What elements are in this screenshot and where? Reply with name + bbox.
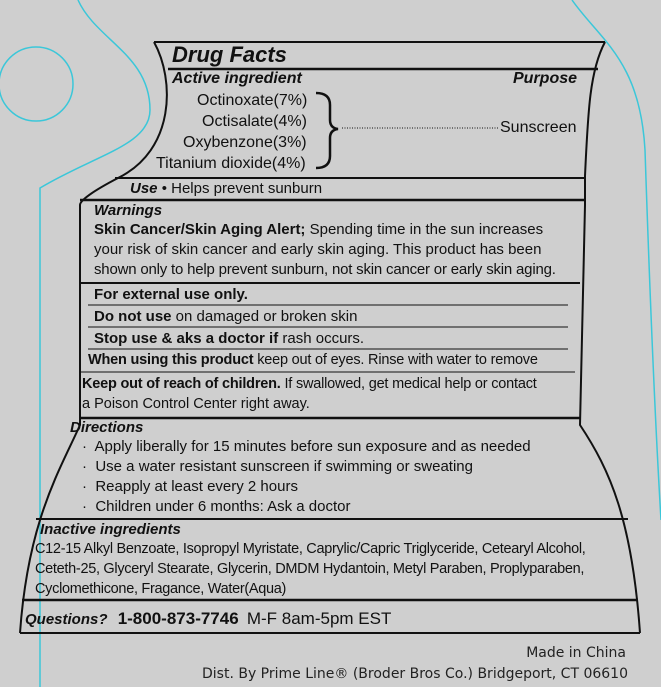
when-using-text: keep out of eyes. Rinse with water to remove (253, 352, 538, 368)
alert-text: Spending time in the sun increases (305, 221, 544, 238)
direction-item-2: · Use a water resistant sunscreen if swimming or sweating (82, 458, 473, 475)
ingredient-2: Octisalate(4%) (202, 113, 307, 130)
inactive-heading: Inactive ingredients (40, 521, 181, 538)
keep-out-bold: Keep out of reach of children. (82, 376, 281, 392)
ingredient-3: Oxybenzone(3%) (183, 134, 307, 151)
purpose-text: Sunscreen (500, 119, 577, 136)
do-not-use-line (94, 309, 357, 324)
ingredient-1: Octinoxate(7%) (197, 92, 308, 109)
use-heading: Use (130, 180, 158, 197)
drug-facts-title: Drug Facts (172, 42, 287, 67)
direction-item-4: · Children under 6 months: Ask a doctor (82, 498, 351, 515)
direction-item-1: · Apply liberally for 15 minutes before sun exposure and as needed (82, 438, 531, 455)
when-using-bold: When using this product (88, 352, 254, 368)
questions-phone: 1-800-873-7746 (117, 609, 239, 628)
alert-line-2: your risk of skin cancer and early skin aging. This product has been (94, 241, 542, 258)
external-use: For external use only. (94, 286, 248, 303)
ingredient-4: Titanium dioxide(4%) (156, 155, 306, 172)
do-not-use-text: on damaged or broken skin (171, 308, 358, 325)
purpose-heading: Purpose (513, 70, 578, 87)
distributor: Dist. By Prime Line® (Broder Bros Co.) Bridgeport, CT 06610 (201, 666, 628, 682)
alert-bold: Skin Cancer/Skin Aging Alert; (94, 221, 306, 238)
made-in: Made in China (526, 645, 626, 661)
stop-use-line (94, 331, 364, 346)
questions-hours: M-F 8am-5pm EST (246, 609, 392, 628)
questions-label: Questions? (25, 611, 108, 628)
curly-brace (316, 93, 338, 168)
directions-heading: Directions (70, 419, 144, 436)
direction-item-3: · Reapply at least every 2 hours (82, 478, 298, 495)
questions-line (25, 610, 391, 627)
use-text: • Helps prevent sunburn (161, 180, 323, 197)
do-not-use-bold: Do not use (94, 308, 172, 325)
inactive-line-1: C12-15 Alkyl Benzoate, Isopropyl Myristate, Caprylic/Capric Triglyceride, Cetearyl Alcohol, (35, 541, 586, 557)
keep-out-text: If swallowed, get medical help or contact (280, 376, 537, 392)
warnings-heading: Warnings (94, 202, 163, 219)
inactive-line-2: Ceteth-25, Glyceryl Stearate, Glycerin, DMDM Hydantoin, Metyl Paraben, Proplyparaben, (35, 561, 585, 577)
keep-out-line (82, 377, 537, 392)
use-line (130, 181, 322, 196)
alert-line-3: shown only to help prevent sunburn, not skin cancer or early skin aging. (94, 261, 556, 278)
stop-use-text: rash occurs. (278, 330, 365, 347)
when-using-line (88, 353, 538, 368)
alert-line-1 (94, 222, 543, 237)
right-border (580, 42, 640, 633)
keep-out-line-2: a Poison Control Center right away. (82, 396, 310, 412)
active-ingredient-heading: Active ingredient (172, 70, 302, 87)
inactive-line-3: Cyclomethicone, Fragance, Water(Aqua) (35, 581, 287, 597)
stop-use-bold: Stop use & aks a doctor if (94, 330, 279, 347)
